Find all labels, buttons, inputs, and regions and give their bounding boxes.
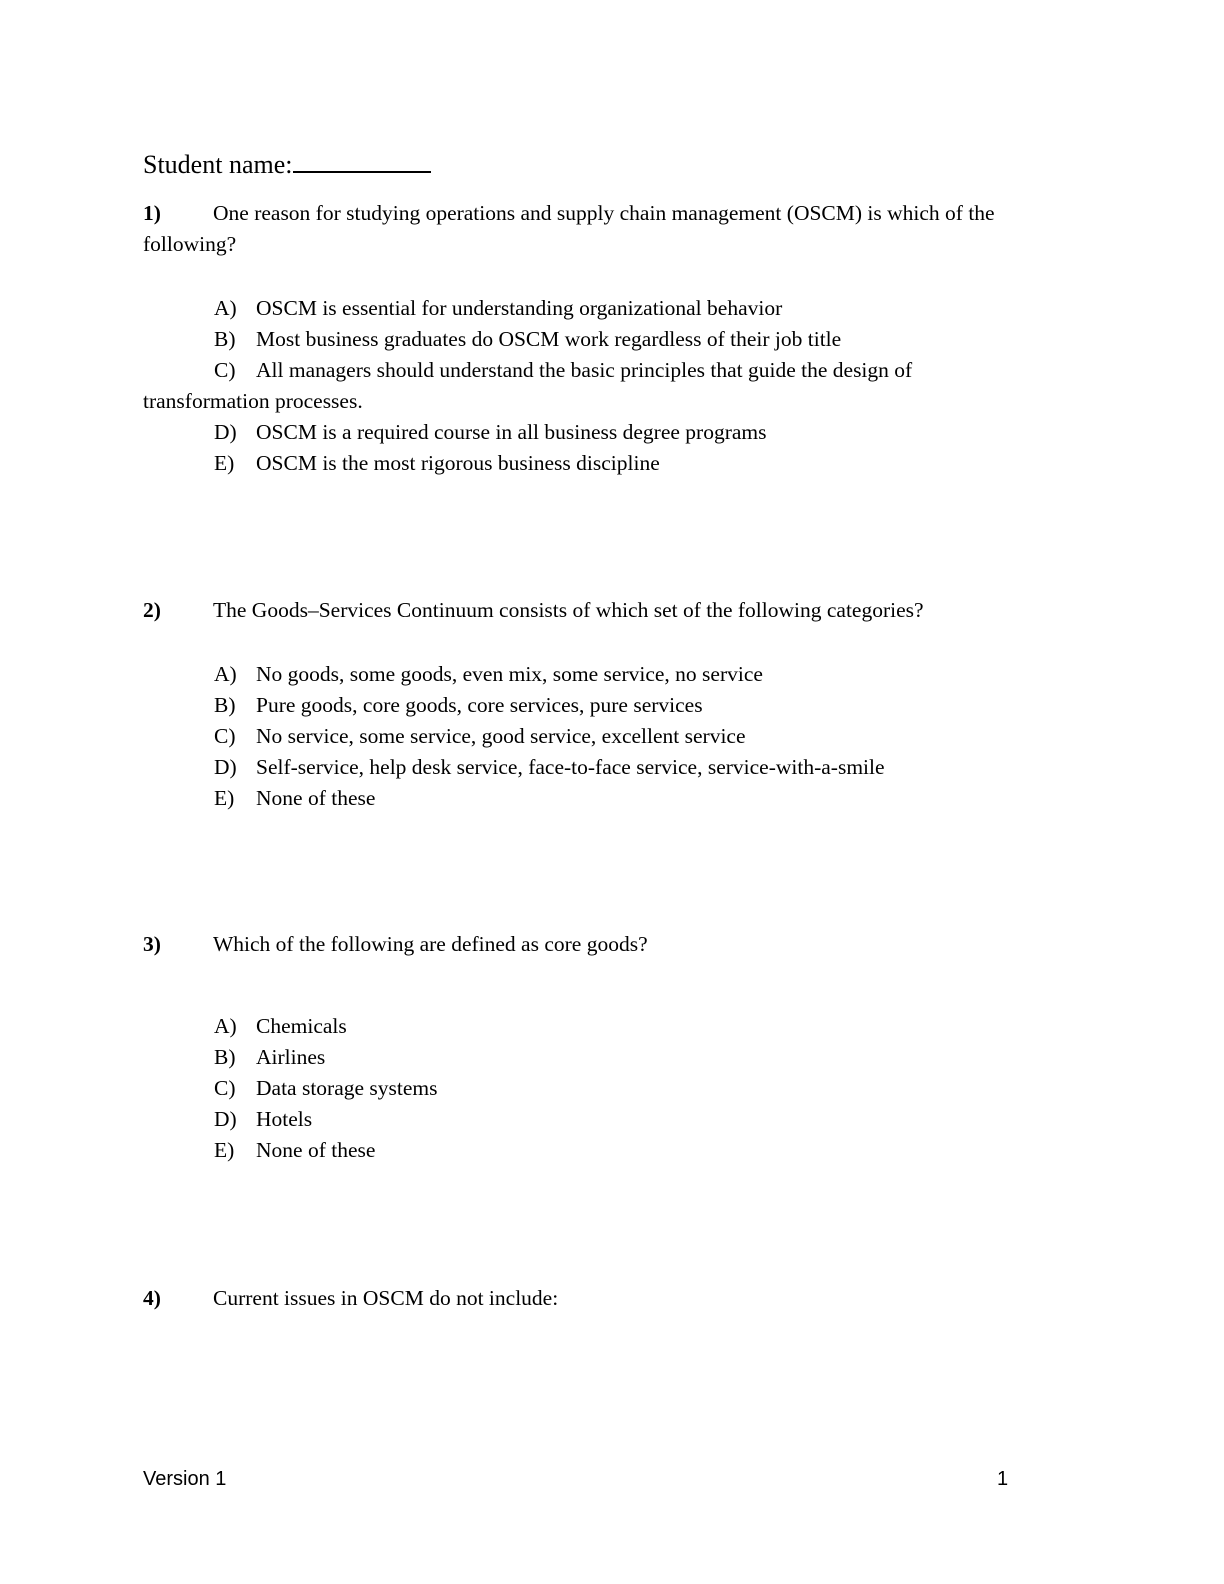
option-text: None of these bbox=[256, 1138, 376, 1162]
option-a bbox=[143, 1011, 1063, 1042]
option-letter: D) bbox=[214, 755, 237, 779]
option-text: None of these bbox=[256, 786, 376, 810]
option-text: OSCM is essential for understanding organizational behavior bbox=[256, 296, 783, 320]
options-list bbox=[143, 1011, 1063, 1166]
question-stem bbox=[143, 198, 1063, 260]
footer-version: Version 1 bbox=[143, 1468, 227, 1490]
option-text: All managers should understand the basic principles that guide the design of bbox=[256, 358, 913, 382]
option-text: No service, some service, good service, excellent service bbox=[256, 724, 746, 748]
question-4 bbox=[143, 1283, 1063, 1314]
option-letter: D) bbox=[214, 420, 237, 444]
option-c bbox=[143, 721, 1063, 752]
option-c bbox=[143, 355, 1063, 386]
option-letter: A) bbox=[214, 296, 237, 320]
student-name-label: Student name: bbox=[143, 150, 293, 179]
question-number: 4) bbox=[143, 1286, 161, 1310]
question-stem bbox=[143, 1283, 1063, 1314]
option-letter: E) bbox=[214, 451, 235, 475]
question-stem bbox=[143, 929, 1063, 960]
question-1 bbox=[143, 198, 1063, 479]
option-letter: E) bbox=[214, 786, 235, 810]
option-text-continuation: transformation processes. bbox=[143, 389, 363, 413]
option-b bbox=[143, 690, 1063, 721]
question-text: The Goods–Services Continuum consists of which set of the following categories? bbox=[213, 598, 924, 622]
option-letter: A) bbox=[214, 662, 237, 686]
option-c bbox=[143, 1073, 1063, 1104]
option-d bbox=[143, 417, 1063, 448]
option-text: OSCM is the most rigorous business discipline bbox=[256, 451, 660, 475]
question-text: Current issues in OSCM do not include: bbox=[213, 1286, 559, 1310]
option-letter: E) bbox=[214, 1138, 235, 1162]
option-letter: C) bbox=[214, 358, 236, 382]
question-stem bbox=[143, 595, 1063, 626]
option-letter: A) bbox=[214, 1014, 237, 1038]
option-text: Most business graduates do OSCM work regardless of their job title bbox=[256, 327, 842, 351]
question-text: One reason for studying operations and supply chain management (OSCM) is which of the following? bbox=[143, 201, 995, 256]
student-name-line bbox=[143, 141, 431, 183]
student-name-blank bbox=[293, 141, 431, 173]
option-text: Airlines bbox=[256, 1045, 326, 1069]
options-list bbox=[143, 293, 1063, 479]
option-e bbox=[143, 783, 1063, 814]
footer-page-number: 1 bbox=[997, 1468, 1009, 1490]
option-letter: B) bbox=[214, 327, 236, 351]
option-letter: B) bbox=[214, 1045, 236, 1069]
option-e bbox=[143, 448, 1063, 479]
question-3 bbox=[143, 929, 1063, 1166]
option-b bbox=[143, 1042, 1063, 1073]
option-text: Pure goods, core goods, core services, pure services bbox=[256, 693, 703, 717]
question-2 bbox=[143, 595, 1063, 814]
option-text: OSCM is a required course in all business degree programs bbox=[256, 420, 767, 444]
option-d bbox=[143, 1104, 1063, 1135]
option-d bbox=[143, 752, 1063, 783]
option-text: Data storage systems bbox=[256, 1076, 438, 1100]
option-a bbox=[143, 659, 1063, 690]
question-text: Which of the following are defined as core goods? bbox=[213, 932, 648, 956]
question-number: 3) bbox=[143, 932, 161, 956]
option-letter: C) bbox=[214, 724, 236, 748]
question-number: 1) bbox=[143, 201, 161, 225]
option-text: Self-service, help desk service, face-to-face service, service-with-a-smile bbox=[256, 755, 885, 779]
question-number: 2) bbox=[143, 598, 161, 622]
options-list bbox=[143, 659, 1063, 814]
option-c-continuation bbox=[143, 386, 1063, 417]
option-a bbox=[143, 293, 1063, 324]
option-text: Hotels bbox=[256, 1107, 313, 1131]
option-text: No goods, some goods, even mix, some service, no service bbox=[256, 662, 763, 686]
option-letter: B) bbox=[214, 693, 236, 717]
option-letter: D) bbox=[214, 1107, 237, 1131]
option-letter: C) bbox=[214, 1076, 236, 1100]
option-b bbox=[143, 324, 1063, 355]
option-text: Chemicals bbox=[256, 1014, 347, 1038]
option-e bbox=[143, 1135, 1063, 1166]
